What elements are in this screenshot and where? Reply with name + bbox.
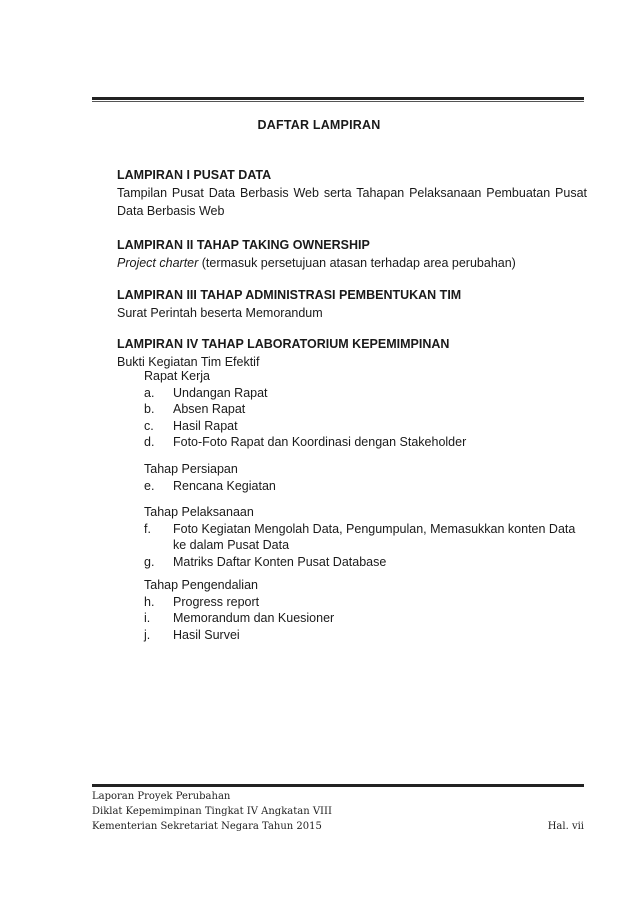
list-item — [144, 418, 589, 435]
italic-term: Project charter — [117, 256, 199, 270]
section-heading: LAMPIRAN IV TAHAP LABORATORIUM KEPEMIMPINAN — [117, 337, 450, 351]
list-item — [144, 434, 589, 451]
list-item — [144, 521, 589, 554]
item-text: Absen Rapat — [173, 402, 246, 416]
item-letter: h. — [144, 594, 155, 609]
item-letter: f. — [144, 521, 151, 536]
footer-line-course: Diklat Kepemimpinan Tingkat IV Angkatan VIII — [92, 806, 332, 817]
item-letter: c. — [144, 418, 154, 433]
list-item — [144, 554, 589, 571]
description-rest: (termasuk persetujuan atasan terhadap area perubahan) — [198, 256, 516, 270]
section-description: Surat Perintah beserta Memorandum — [117, 306, 323, 320]
group-rapat-kerja — [144, 368, 589, 451]
item-text: Undangan Rapat — [173, 385, 268, 400]
list-item — [144, 610, 589, 627]
footer-rule — [92, 784, 584, 787]
group-tahap-pelaksanaan — [144, 504, 589, 570]
section-lampiran-4 — [117, 335, 587, 371]
group-title: Tahap Pengendalian — [144, 578, 258, 592]
list-item — [144, 478, 589, 495]
section-heading: LAMPIRAN I PUSAT DATA — [117, 168, 272, 182]
item-letter: b. — [144, 402, 155, 416]
item-text: Progress report — [173, 594, 260, 609]
list-item — [144, 627, 589, 644]
group-title: Rapat Kerja — [144, 369, 211, 383]
item-letter: a. — [144, 385, 155, 400]
page-footer — [92, 789, 584, 834]
item-text: Hasil Rapat — [173, 418, 238, 433]
group-tahap-pengendalian — [144, 577, 589, 643]
item-text: Foto Kegiatan Mengolah Data, Pengumpulan, Memasukkan konten Data ke dalam Pusat Data — [173, 521, 576, 552]
group-title: Tahap Persiapan — [144, 462, 238, 476]
header-rule — [92, 97, 584, 100]
item-text: Memorandum dan Kuesioner — [173, 611, 335, 625]
item-text: Rencana Kegiatan — [173, 478, 276, 493]
item-text: Matriks Daftar Konten Pusat Database — [173, 554, 387, 569]
header-rule-thin — [92, 101, 584, 102]
footer-row — [92, 819, 584, 834]
section-heading: LAMPIRAN II TAHAP TAKING OWNERSHIP — [117, 238, 370, 252]
group-title: Tahap Pelaksanaan — [144, 505, 254, 519]
section-description: Bukti Kegiatan Tim Efektif — [117, 355, 260, 369]
group-tahap-persiapan — [144, 461, 589, 494]
footer-line-institution: Kementerian Sekretariat Negara Tahun 2015 — [92, 821, 322, 832]
item-letter: g. — [144, 554, 155, 569]
list-item — [144, 385, 589, 402]
item-letter: e. — [144, 478, 155, 493]
item-letter: i. — [144, 611, 151, 625]
page-title: DAFTAR LAMPIRAN — [257, 118, 381, 132]
section-lampiran-3 — [117, 286, 587, 322]
section-lampiran-1 — [117, 166, 587, 220]
item-text: Foto-Foto Rapat dan Koordinasi dengan Stakeholder — [173, 435, 467, 449]
item-text: Hasil Survei — [173, 627, 240, 642]
item-letter: j. — [144, 627, 151, 642]
list-item — [144, 401, 589, 418]
section-heading: LAMPIRAN III TAHAP ADMINISTRASI PEMBENTUKAN TIM — [117, 288, 462, 302]
section-description — [117, 254, 587, 272]
page-number: Hal. vii — [547, 821, 584, 832]
list-item — [144, 594, 589, 611]
section-lampiran-2 — [117, 236, 587, 272]
item-letter: d. — [144, 435, 155, 449]
footer-line-report: Laporan Proyek Perubahan — [92, 791, 231, 802]
section-description: Tampilan Pusat Data Berbasis Web serta Tahapan Pelaksanaan Pembuatan Pusat Data Berbasis Web — [117, 186, 587, 218]
